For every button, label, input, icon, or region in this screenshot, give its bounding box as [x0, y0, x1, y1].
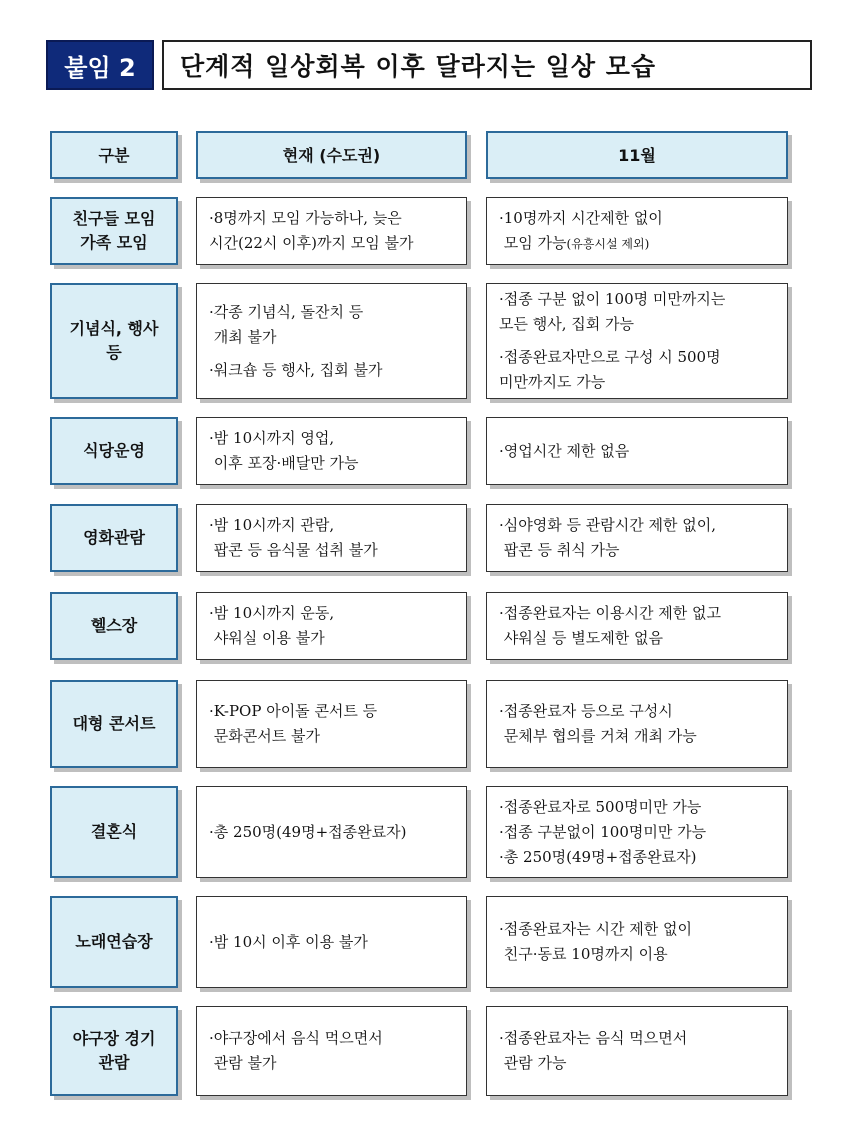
header-november: 11월 [486, 131, 788, 179]
row-november-movies: ·심야영화 등 관람시간 제한 없이, 팝콘 등 취식 가능 [486, 504, 788, 572]
row-current-gatherings: ·8명까지 모임 가능하나, 늦은 시간(22시 이후)까지 모임 불가 [196, 197, 467, 265]
row-current-restaurants: ·밤 10시까지 영업, 이후 포장·배달만 가능 [196, 417, 467, 485]
row-november-karaoke: ·접종완료자는 시간 제한 없이 친구·동료 10명까지 이용 [486, 896, 788, 988]
row-label-weddings: 결혼식 [50, 786, 178, 878]
row-current-baseball: ·야구장에서 음식 먹으면서 관람 불가 [196, 1006, 467, 1096]
row-label-movies: 영화관람 [50, 504, 178, 572]
row-label-gym: 헬스장 [50, 592, 178, 660]
row-november-baseball: ·접종완료자는 음식 먹으면서 관람 가능 [486, 1006, 788, 1096]
row-current-karaoke: ·밤 10시 이후 이용 불가 [196, 896, 467, 988]
row-label-ceremonies: 기념식, 행사 등 [50, 283, 178, 399]
row-label-concerts: 대형 콘서트 [50, 680, 178, 768]
row-november-concerts: ·접종완료자 등으로 구성시 문체부 협의를 거쳐 개최 가능 [486, 680, 788, 768]
row-november-ceremonies: ·접종 구분 없이 100명 미만까지는 모든 행사, 집회 가능 ·접종완료자만으로 구성 시 500명 미만까지도 가능 [486, 283, 788, 399]
row-current-weddings: ·총 250명(49명+접종완료자) [196, 786, 467, 878]
row-current-concerts: ·K-POP 아이돌 콘서트 등 문화콘서트 불가 [196, 680, 467, 768]
row-current-movies: ·밤 10시까지 관람, 팝콘 등 음식물 섭취 불가 [196, 504, 467, 572]
row-current-ceremonies: ·각종 기념식, 돌잔치 등 개최 불가 ·워크숍 등 행사, 집회 불가 [196, 283, 467, 399]
row-current-gym: ·밤 10시까지 운동, 샤워실 이용 불가 [196, 592, 467, 660]
row-november-gym: ·접종완료자는 이용시간 제한 없고 샤워실 등 별도제한 없음 [486, 592, 788, 660]
row-label-baseball: 야구장 경기 관람 [50, 1006, 178, 1096]
row-label-gatherings: 친구들 모임 가족 모임 [50, 197, 178, 265]
document-title-bar [46, 40, 812, 90]
row-november-restaurants: ·영업시간 제한 없음 [486, 417, 788, 485]
row-label-karaoke: 노래연습장 [50, 896, 178, 988]
document-title: 단계적 일상회복 이후 달라지는 일상 모습 [162, 40, 812, 90]
row-november-weddings: ·접종완료자로 500명미만 가능 ·접종 구분없이 100명미만 가능 ·총 250명(49명+접종완료자) [486, 786, 788, 878]
row-label-restaurants: 식당운영 [50, 417, 178, 485]
header-category: 구분 [50, 131, 178, 179]
header-current: 현재 (수도권) [196, 131, 467, 179]
attachment-badge: 붙임 2 [46, 40, 154, 90]
row-november-gatherings: ·10명까지 시간제한 없이 모임 가능(유흥시설 제외) [486, 197, 788, 265]
